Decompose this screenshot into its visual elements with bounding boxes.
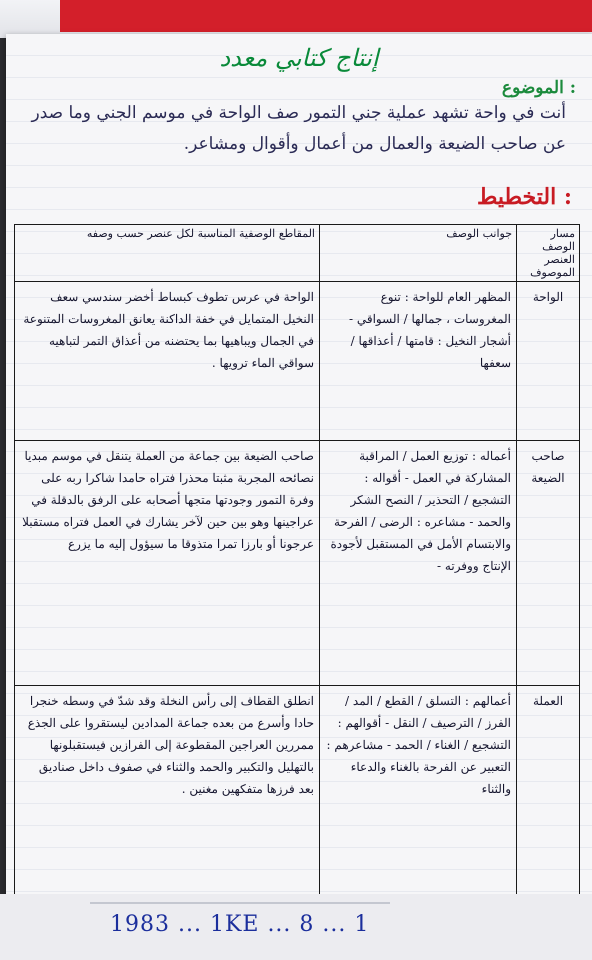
header-passages: المقاطع الوصفية المناسبة لكل عنصر حسب وصفه (15, 225, 320, 282)
red-margin-strip (60, 0, 592, 32)
table-row (15, 686, 580, 895)
table-row (15, 441, 580, 686)
row-passage: الواحة في عرس تطوف كبساط أخضر سندسي سعف النخيل المتمايل في خفة الداكنة يعانق المغروسات المتنوعة في الجمال ويباهيها بما يحتضنه من أعذاق التمر لتباهيه سواقي الماء ترويها . (15, 282, 320, 441)
row-element: صاحب الضيعة (517, 441, 580, 686)
table-header-row (15, 225, 580, 282)
footer-scribble: 1983 ... 1KE ... 8 ... 1 (110, 912, 370, 937)
footer-line (90, 902, 390, 904)
row-aspects: أعماله : توزيع العمل / المراقبة المشاركة في العمل - أقواله : التشجيع / التحذير / النصح الشكر والحمد - مشاعره : الرضى / الفرحة والابتسام الأمل في المستقبل لأجودة الإنتاج ووفرته - (320, 441, 517, 686)
row-passage: انطلق القطاف إلى رأس النخلة وقد شدّ في وسطه خنجرا حادا وأسرع من بعده جماعة المدادين ليستقروا على الجذع ممررين العراجين المقطوعة إلى الفرازين فيستقبلونها بالتهليل والتكبير والحمد والثناء في صفوف داخل صناديق بعد فرزها متفكهين مغنين . (15, 686, 320, 895)
row-element: العملة (517, 686, 580, 895)
page-title: إنتاج كتابي معدد (219, 44, 379, 72)
topic-text: أنت في واحة تشهد عملية جني التمور صف الواحة في موسم الجني وما صدر عن صاحب الضيعة والعمال من أعمال وأقوال ومشاعر. (31, 103, 566, 154)
plan-label: التخطيط : (476, 184, 572, 210)
plan-table (14, 224, 580, 895)
row-element: الواحة (517, 282, 580, 441)
topic-label: الموضوع : (501, 78, 576, 98)
row-aspects: أعمالهم : التسلق / القطع / المد / الفرز / الترصيف / النقل - أقوالهم : التشجيع / الغناء / الحمد - مشاعرهم : التعبير عن الفرحة بالغناء والدعاء والثناء (320, 686, 517, 895)
header-element: مسار الوصف العنصر الموصوف (517, 225, 580, 282)
header-aspects: جوانب الوصف (320, 225, 517, 282)
notebook-page (6, 34, 592, 894)
row-aspects: المظهر العام للواحة : تنوع المغروسات ، جمالها / السواقي - أشجار النخيل : قامتها / أعذاقها / سعفها (320, 282, 517, 441)
table-row (15, 282, 580, 441)
row-passage: صاحب الضيعة بين جماعة من العملة يتنقل في موسم مبديا نصائحه المجربة مثبتا محذرا فتراه حامدا شاكرا ربه على وفرة التمور وجودتها متجها أصحابه على الرفق بالدقلة في عراجينها وهو بين حين لآخر يشارك في العمل فتراه مستقبلا عرجونا أو بارزا تمرا متذوقا ما سيؤول إليه ما يزرع (15, 441, 320, 686)
